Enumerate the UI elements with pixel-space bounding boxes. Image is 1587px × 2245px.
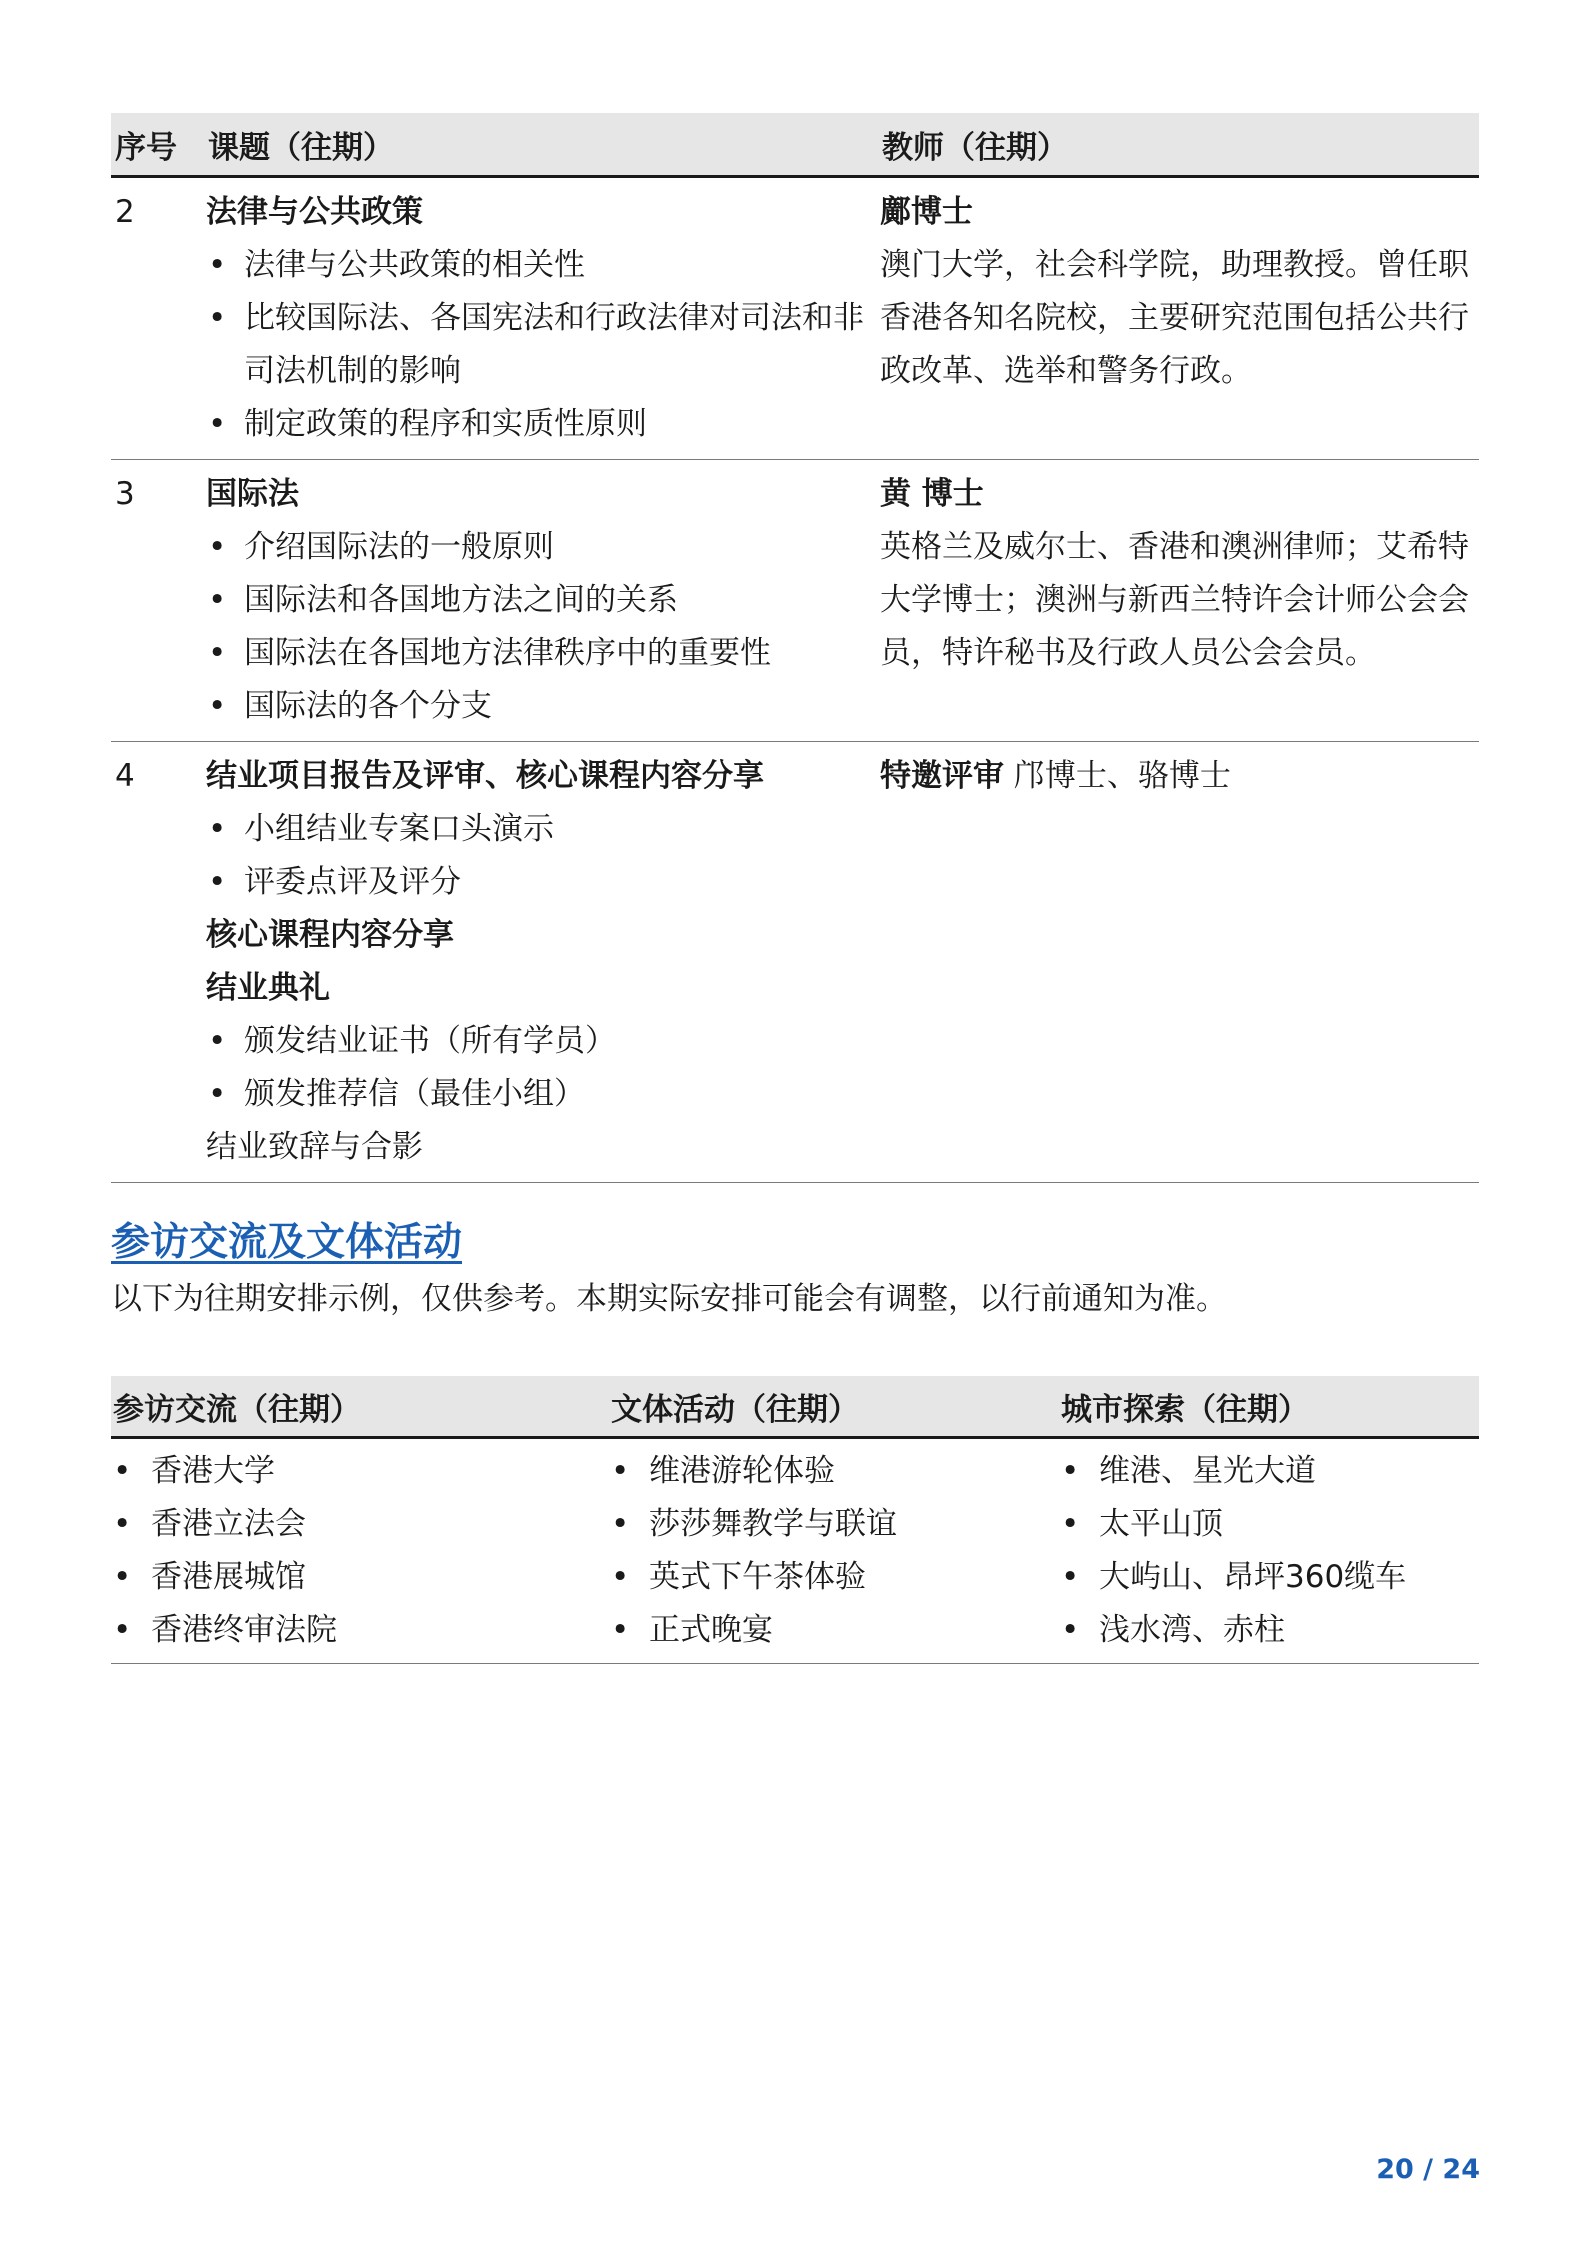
- header-teacher: 教师（往期）: [880, 113, 1479, 177]
- course-row: [111, 460, 1479, 742]
- topic-bullet-list: [206, 239, 880, 451]
- activity-item: • 浅水湾、赤柱: [1059, 1604, 1479, 1657]
- topic-bullet-item: • 颁发结业证书（所有学员）: [206, 1015, 880, 1068]
- header-culture: 文体活动（往期）: [609, 1376, 1059, 1438]
- activities-title: 参访交流及文体活动: [111, 1220, 463, 1265]
- activity-item: • 香港立法会: [111, 1498, 609, 1551]
- topic-bullet-list: [206, 803, 880, 909]
- teacher-cell: [880, 460, 1479, 742]
- teacher-name: 特邀评审: [880, 758, 1004, 794]
- header-city: 城市探索（往期）: [1059, 1376, 1479, 1438]
- topic-bullet-list: [206, 1015, 880, 1121]
- activity-item: • 维港游轮体验: [609, 1445, 1059, 1498]
- topic-bullet-item: • 介绍国际法的一般原则: [206, 521, 880, 574]
- activity-item: • 大屿山、昂坪360缆车: [1059, 1551, 1479, 1604]
- activity-item: • 正式晚宴: [609, 1604, 1059, 1657]
- topic-cell: [206, 177, 880, 460]
- row-number: 3: [111, 460, 206, 742]
- course-row: [111, 742, 1479, 1183]
- teacher-description: 邝博士、骆博士: [1004, 758, 1231, 794]
- header-visits: 参访交流（往期）: [111, 1376, 609, 1438]
- visits-list: [111, 1445, 609, 1657]
- topic-bullet-item: • 小组结业专案口头演示: [206, 803, 880, 856]
- header-topic: 课题（往期）: [206, 113, 880, 177]
- row-number: 2: [111, 177, 206, 460]
- course-table-header: [111, 113, 1479, 177]
- activity-item: • 香港终审法院: [111, 1604, 609, 1657]
- topic-bullet-item: • 评委点评及评分: [206, 856, 880, 909]
- topic-bullet-item: • 国际法和各国地方法之间的关系: [206, 574, 880, 627]
- page-number: 20 / 24: [1376, 2154, 1480, 2185]
- topic-heading: 核心课程内容分享: [206, 917, 454, 953]
- activities-table-header: [111, 1376, 1479, 1438]
- course-row: [111, 177, 1479, 460]
- topic-bullet-item: • 国际法的各个分支: [206, 680, 880, 733]
- teacher-cell: [880, 742, 1479, 1183]
- topic-line: 结业致辞与合影: [206, 1129, 423, 1165]
- activities-table: [111, 1376, 1479, 1664]
- activity-item: • 莎莎舞教学与联谊: [609, 1498, 1059, 1551]
- teacher-description: 澳门大学，社会科学院，助理教授。曾任职香港各知名院校，主要研究范围包括公共行政改革、选举和警务行政。: [880, 247, 1469, 389]
- topic-bullet-item: • 比较国际法、各国宪法和行政法律对司法和非司法机制的影响: [206, 292, 880, 398]
- activity-item: • 维港、星光大道: [1059, 1445, 1479, 1498]
- teacher-name: 鄺博士: [880, 194, 973, 230]
- activities-description: 以下为往期安排示例，仅供参考。本期实际安排可能会有调整，以行前通知为准。: [111, 1281, 1227, 1317]
- topic-bullet-list: [206, 521, 880, 733]
- teacher-description: 英格兰及威尔士、香港和澳洲律师；艾希特大学博士；澳洲与新西兰特许会计师公会会员，特许秘书及行政人员公会会员。: [880, 529, 1469, 671]
- course-schedule: [111, 113, 1479, 1183]
- row-number: 4: [111, 742, 206, 1183]
- topic-bullet-item: • 制定政策的程序和实质性原则: [206, 398, 880, 451]
- topic-heading: 国际法: [206, 476, 299, 512]
- topic-bullet-item: • 国际法在各国地方法律秩序中的重要性: [206, 627, 880, 680]
- topic-bullet-item: • 颁发推荐信（最佳小组）: [206, 1068, 880, 1121]
- topic-heading: 结业项目报告及评审、核心课程内容分享: [206, 758, 764, 794]
- header-no: 序号: [111, 113, 206, 177]
- culture-cell: [609, 1438, 1059, 1664]
- city-list: [1059, 1445, 1479, 1657]
- teacher-name: 黄 博士: [880, 476, 984, 512]
- activities-row: [111, 1438, 1479, 1664]
- activity-item: • 香港展城馆: [111, 1551, 609, 1604]
- course-table: [111, 113, 1479, 1183]
- topic-heading: 法律与公共政策: [206, 194, 423, 230]
- activity-item: • 香港大学: [111, 1445, 609, 1498]
- activity-item: • 太平山顶: [1059, 1498, 1479, 1551]
- activity-item: • 英式下午茶体验: [609, 1551, 1059, 1604]
- city-cell: [1059, 1438, 1479, 1664]
- topic-heading: 结业典礼: [206, 970, 330, 1006]
- culture-list: [609, 1445, 1059, 1657]
- course-table-body: [111, 177, 1479, 1183]
- topic-cell: [206, 460, 880, 742]
- topic-cell: [206, 742, 880, 1183]
- topic-bullet-item: • 法律与公共政策的相关性: [206, 239, 880, 292]
- teacher-cell: [880, 177, 1479, 460]
- visits-cell: [111, 1438, 609, 1664]
